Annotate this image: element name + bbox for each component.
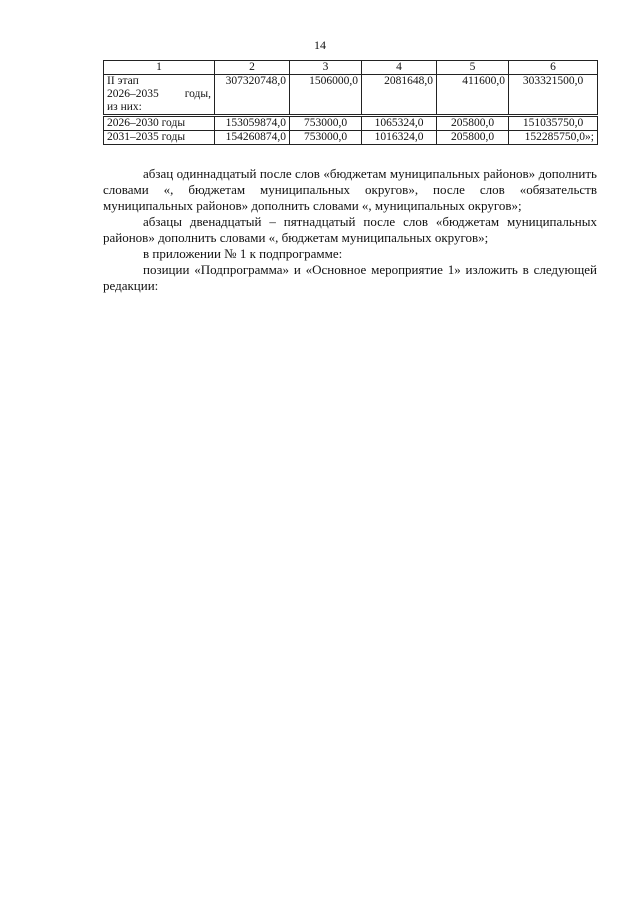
table-cell: 205800,0 [437, 131, 509, 145]
table-row [104, 131, 598, 145]
budget-table [103, 60, 598, 145]
table-cell: 1506000,0 [290, 75, 362, 116]
row-label-word: 2026–2035 [107, 88, 159, 100]
table-cell: 307320748,0 [215, 75, 290, 116]
paragraph: позиции «Подпрограмма» и «Основное мероприятие 1» изложить в следующей редакции: [103, 262, 597, 293]
table-header-cell: 3 [290, 61, 362, 75]
paragraph: абзацы двенадцатый – пятнадцатый после слов «бюджетам муниципальных районов» дополнить словами «, бюджетам муниципальных округов»; [103, 214, 597, 245]
table-cell: 2081648,0 [362, 75, 437, 116]
table-row [104, 75, 598, 116]
table-header-cell: 5 [437, 61, 509, 75]
row-label-word: годы, [184, 88, 211, 100]
row-label-line [107, 88, 211, 101]
table-row-label: 2026–2030 годы [104, 116, 215, 131]
table-cell: 753000,0 [290, 131, 362, 145]
table-header-row [104, 61, 598, 75]
table-cell: 154260874,0 [215, 131, 290, 145]
paragraph: абзац одиннадцатый после слов «бюджетам муниципальных районов» дополнить словами «, бюджетам муниципальных округов», после слов «обязательств муниципальных районов» дополнить словами «, муниципальных округов»; [103, 166, 597, 213]
table-header-cell: 4 [362, 61, 437, 75]
paragraph: в приложении № 1 к подпрограмме: [143, 246, 343, 261]
table-cell: 303321500,0 [509, 75, 598, 116]
table-cell: 153059874,0 [215, 116, 290, 131]
table-cell: 1016324,0 [362, 131, 437, 145]
table-cell: 205800,0 [437, 116, 509, 131]
body-text [103, 166, 597, 294]
row-label-line: II этап [107, 75, 139, 87]
table-cell: 151035750,0 [509, 116, 598, 131]
table-cell: 1065324,0 [362, 116, 437, 131]
table-header-cell: 2 [215, 61, 290, 75]
table-row-label: 2031–2035 годы [104, 131, 215, 145]
table-cell: 152285750,0»; [509, 131, 598, 145]
table-header-cell: 1 [104, 61, 215, 75]
table-row-label [104, 75, 215, 116]
table-cell: 753000,0 [290, 116, 362, 131]
row-label-line: из них: [107, 101, 142, 113]
table-cell: 411600,0 [437, 75, 509, 116]
page-number: 14 [314, 38, 326, 52]
table-row [104, 116, 598, 131]
table-header-cell: 6 [509, 61, 598, 75]
